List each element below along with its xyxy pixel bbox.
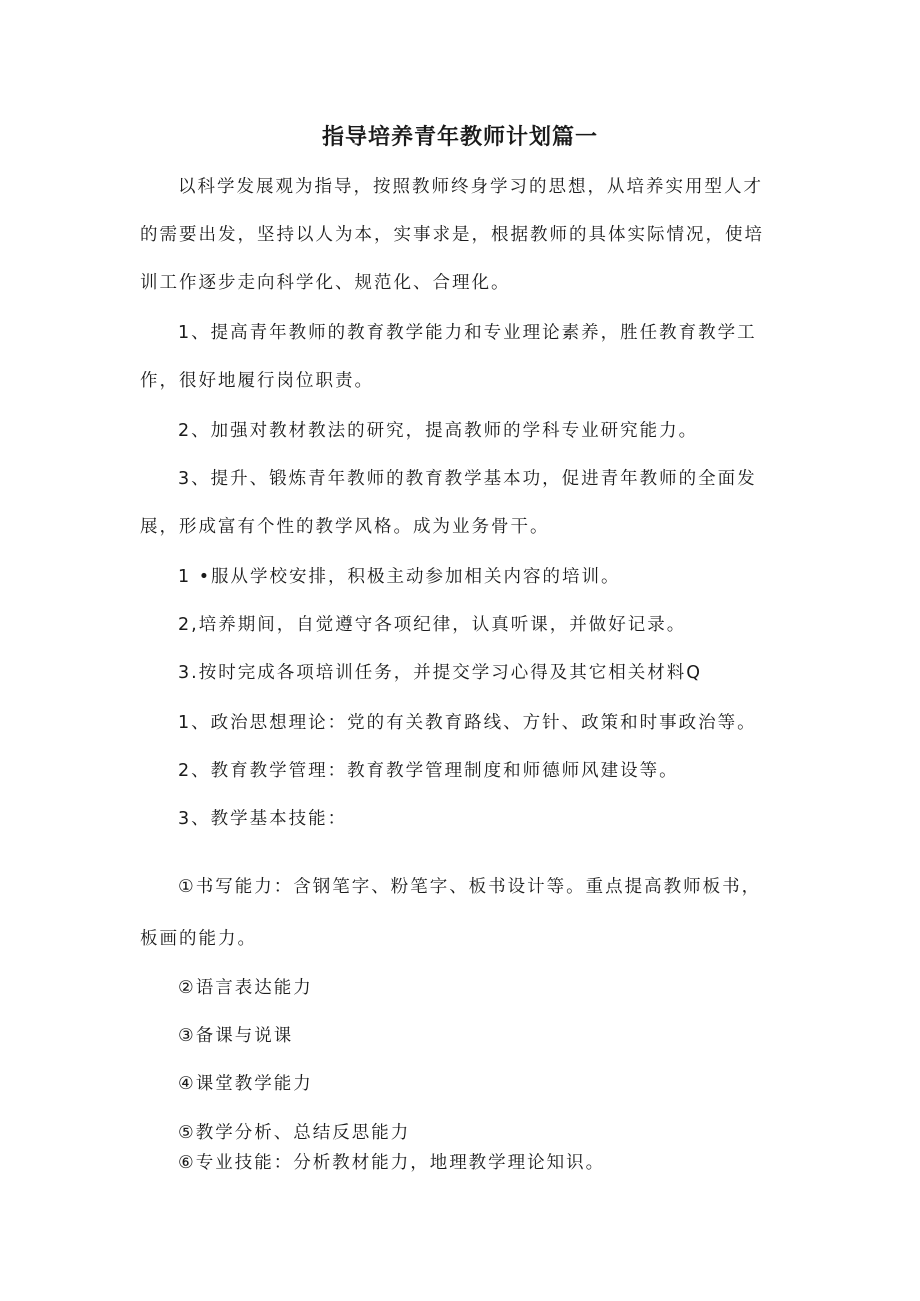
paragraph-line: 2、教育教学管理：教育教学管理制度和师德师风建设等。 [178, 761, 679, 781]
paragraph-line: ⑥专业技能：分析教材能力，地理教学理论知识。 [178, 1153, 606, 1173]
paragraph-line: 3.按时完成各项培训任务，并提交学习心得及其它相关材料Q [178, 663, 702, 683]
paragraph-line: 2,培养期间，自觉遵守各项纪律，认真听课，并做好记录。 [178, 615, 687, 635]
paragraph-line: ③备课与说课 [178, 1026, 294, 1046]
paragraph-line: ②语言表达能力 [178, 978, 313, 998]
paragraph-line: 3、教学基本技能： [178, 809, 348, 829]
paragraph-line: 以科学发展观为指导，按照教师终身学习的思想，从培养实用型人才 [178, 177, 763, 197]
paragraph-line: 1、政治思想理论：党的有关教育路线、方针、政策和时事政治等。 [178, 713, 757, 733]
paragraph-line: ①书写能力：含钢笔字、粉笔字、板书设计等。重点提高教师板书， [178, 877, 762, 897]
paragraph-line: ④课堂教学能力 [178, 1074, 313, 1094]
paragraph-line: 3、提升、锻炼青年教师的教育教学基本功，促进青年教师的全面发 [178, 469, 757, 489]
document-title: 指导培养青年教师计划篇一 [321, 125, 598, 150]
paragraph-line: 1 •服从学校安排，积极主动参加相关内容的培训。 [178, 567, 621, 587]
paragraph-line: 训工作逐步走向科学化、规范化、合理化。 [140, 273, 511, 293]
paragraph-line: 板画的能力。 [140, 929, 257, 949]
paragraph-line: 作，很好地履行岗位职责。 [140, 371, 374, 391]
paragraph-line: 的需要出发，坚持以人为本，实事求是，根据教师的具体实际情况，使培 [140, 225, 764, 245]
paragraph-line: 展，形成富有个性的教学风格。成为业务骨干。 [140, 517, 550, 537]
paragraph-line: 1、提高青年教师的教育教学能力和专业理论素养，胜任教育教学工 [178, 323, 757, 343]
paragraph-line: 2、加强对教材教法的研究，提高教师的学科专业研究能力。 [178, 421, 699, 441]
paragraph-line: ⑤教学分析、总结反思能力 [178, 1123, 411, 1143]
